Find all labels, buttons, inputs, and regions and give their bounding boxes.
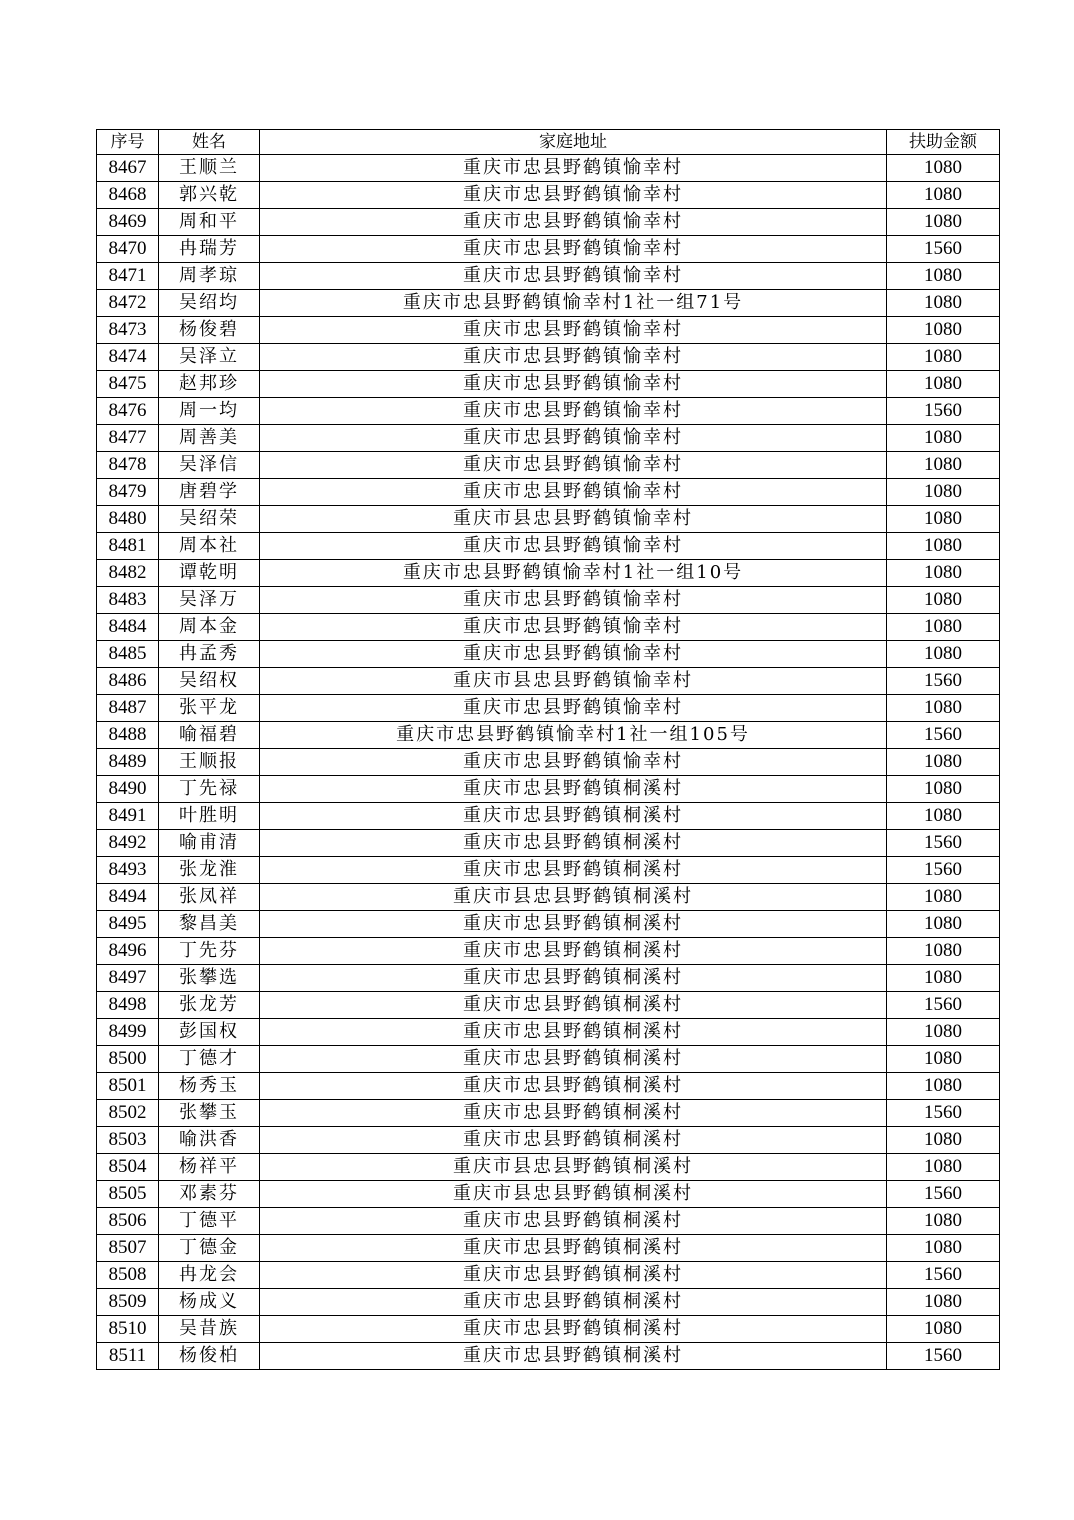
table-row (97, 857, 1000, 884)
cell-address: 重庆市忠县野鹤镇桐溪村 (260, 1262, 887, 1289)
cell-seq: 8500 (97, 1046, 159, 1073)
cell-amount: 1080 (887, 1154, 1000, 1181)
table-body (97, 155, 1000, 1370)
table-header-row (97, 130, 1000, 155)
cell-seq: 8475 (97, 371, 159, 398)
cell-address: 重庆市忠县野鹤镇愉幸村 (260, 533, 887, 560)
cell-amount: 1080 (887, 749, 1000, 776)
table-row (97, 911, 1000, 938)
table-row (97, 695, 1000, 722)
cell-seq: 8486 (97, 668, 159, 695)
cell-amount: 1080 (887, 371, 1000, 398)
cell-seq: 8506 (97, 1208, 159, 1235)
cell-address: 重庆市忠县野鹤镇愉幸村 (260, 317, 887, 344)
cell-amount: 1080 (887, 641, 1000, 668)
table-row (97, 1019, 1000, 1046)
cell-amount: 1080 (887, 182, 1000, 209)
cell-name: 吴绍均 (159, 290, 260, 317)
cell-name: 周和平 (159, 209, 260, 236)
cell-name: 张攀选 (159, 965, 260, 992)
cell-address: 重庆市忠县野鹤镇桐溪村 (260, 1289, 887, 1316)
cell-seq: 8470 (97, 236, 159, 263)
table-row (97, 290, 1000, 317)
cell-name: 叶胜明 (159, 803, 260, 830)
cell-seq: 8491 (97, 803, 159, 830)
cell-name: 丁德金 (159, 1235, 260, 1262)
cell-name: 吴泽万 (159, 587, 260, 614)
cell-seq: 8484 (97, 614, 159, 641)
cell-name: 郭兴乾 (159, 182, 260, 209)
table-row (97, 1262, 1000, 1289)
table-row (97, 398, 1000, 425)
cell-address: 重庆市县忠县野鹤镇桐溪村 (260, 1181, 887, 1208)
cell-name: 吴昔族 (159, 1316, 260, 1343)
table-row (97, 209, 1000, 236)
cell-name: 周善美 (159, 425, 260, 452)
cell-address: 重庆市忠县野鹤镇桐溪村 (260, 938, 887, 965)
cell-address: 重庆市忠县野鹤镇桐溪村 (260, 1073, 887, 1100)
cell-name: 杨俊柏 (159, 1343, 260, 1370)
cell-amount: 1080 (887, 452, 1000, 479)
cell-amount: 1080 (887, 1289, 1000, 1316)
cell-name: 张攀玉 (159, 1100, 260, 1127)
cell-address: 重庆市忠县野鹤镇桐溪村 (260, 1208, 887, 1235)
table-row (97, 1316, 1000, 1343)
cell-seq: 8474 (97, 344, 159, 371)
cell-seq: 8503 (97, 1127, 159, 1154)
cell-address: 重庆市忠县野鹤镇愉幸村 (260, 236, 887, 263)
cell-address: 重庆市县忠县野鹤镇愉幸村 (260, 506, 887, 533)
table-row (97, 803, 1000, 830)
cell-amount: 1080 (887, 1019, 1000, 1046)
cell-address: 重庆市忠县野鹤镇愉幸村 (260, 479, 887, 506)
cell-seq: 8510 (97, 1316, 159, 1343)
cell-seq: 8504 (97, 1154, 159, 1181)
cell-address: 重庆市忠县野鹤镇愉幸村 (260, 452, 887, 479)
cell-amount: 1080 (887, 1208, 1000, 1235)
cell-name: 杨俊碧 (159, 317, 260, 344)
cell-amount: 1080 (887, 695, 1000, 722)
cell-seq: 8502 (97, 1100, 159, 1127)
table-row (97, 776, 1000, 803)
cell-seq: 8477 (97, 425, 159, 452)
cell-amount: 1560 (887, 236, 1000, 263)
header-seq: 序号 (97, 130, 159, 155)
cell-name: 丁德平 (159, 1208, 260, 1235)
cell-name: 冉孟秀 (159, 641, 260, 668)
assistance-table (96, 129, 1000, 1370)
cell-name: 丁德才 (159, 1046, 260, 1073)
cell-name: 喻甫清 (159, 830, 260, 857)
cell-amount: 1560 (887, 992, 1000, 1019)
cell-name: 彭国权 (159, 1019, 260, 1046)
cell-amount: 1080 (887, 803, 1000, 830)
table-row (97, 884, 1000, 911)
cell-seq: 8507 (97, 1235, 159, 1262)
cell-address: 重庆市忠县野鹤镇桐溪村 (260, 911, 887, 938)
table-row (97, 641, 1000, 668)
cell-name: 王顺报 (159, 749, 260, 776)
cell-name: 吴绍荣 (159, 506, 260, 533)
table-row (97, 830, 1000, 857)
cell-name: 黎昌美 (159, 911, 260, 938)
cell-amount: 1080 (887, 884, 1000, 911)
cell-address: 重庆市忠县野鹤镇桐溪村 (260, 1046, 887, 1073)
cell-name: 吴绍权 (159, 668, 260, 695)
cell-name: 张龙芳 (159, 992, 260, 1019)
table-row (97, 749, 1000, 776)
cell-amount: 1080 (887, 425, 1000, 452)
cell-amount: 1080 (887, 938, 1000, 965)
cell-address: 重庆市忠县野鹤镇愉幸村 (260, 371, 887, 398)
table-row (97, 1343, 1000, 1370)
table-row (97, 1208, 1000, 1235)
cell-seq: 8482 (97, 560, 159, 587)
cell-seq: 8481 (97, 533, 159, 560)
cell-amount: 1560 (887, 398, 1000, 425)
table-row (97, 506, 1000, 533)
cell-address: 重庆市忠县野鹤镇桐溪村 (260, 965, 887, 992)
table-row (97, 1154, 1000, 1181)
cell-seq: 8489 (97, 749, 159, 776)
cell-seq: 8485 (97, 641, 159, 668)
table-row (97, 560, 1000, 587)
cell-amount: 1080 (887, 209, 1000, 236)
table-row (97, 1289, 1000, 1316)
cell-address: 重庆市忠县野鹤镇桐溪村 (260, 803, 887, 830)
cell-name: 丁先芬 (159, 938, 260, 965)
table-row (97, 155, 1000, 182)
table-row (97, 1235, 1000, 1262)
cell-name: 喻洪香 (159, 1127, 260, 1154)
cell-name: 周一均 (159, 398, 260, 425)
cell-name: 吴泽立 (159, 344, 260, 371)
cell-address: 重庆市忠县野鹤镇愉幸村 (260, 398, 887, 425)
table-row (97, 1046, 1000, 1073)
cell-address: 重庆市忠县野鹤镇愉幸村1社一组71号 (260, 290, 887, 317)
cell-address: 重庆市忠县野鹤镇桐溪村 (260, 1100, 887, 1127)
cell-seq: 8495 (97, 911, 159, 938)
cell-amount: 1080 (887, 965, 1000, 992)
cell-name: 张平龙 (159, 695, 260, 722)
cell-address: 重庆市忠县野鹤镇桐溪村 (260, 1019, 887, 1046)
cell-address: 重庆市忠县野鹤镇桐溪村 (260, 776, 887, 803)
cell-address: 重庆市忠县野鹤镇桐溪村 (260, 1235, 887, 1262)
table-row (97, 938, 1000, 965)
header-name: 姓名 (159, 130, 260, 155)
cell-amount: 1080 (887, 1073, 1000, 1100)
cell-address: 重庆市忠县野鹤镇愉幸村 (260, 263, 887, 290)
cell-address: 重庆市忠县野鹤镇愉幸村 (260, 614, 887, 641)
cell-address: 重庆市忠县野鹤镇愉幸村 (260, 587, 887, 614)
cell-seq: 8488 (97, 722, 159, 749)
cell-amount: 1080 (887, 587, 1000, 614)
cell-seq: 8480 (97, 506, 159, 533)
cell-seq: 8467 (97, 155, 159, 182)
cell-seq: 8508 (97, 1262, 159, 1289)
table-row (97, 479, 1000, 506)
cell-name: 杨秀玉 (159, 1073, 260, 1100)
cell-name: 冉龙会 (159, 1262, 260, 1289)
table-row (97, 992, 1000, 1019)
table-row (97, 965, 1000, 992)
cell-name: 邓素芬 (159, 1181, 260, 1208)
table-row (97, 614, 1000, 641)
cell-address: 重庆市忠县野鹤镇桐溪村 (260, 1343, 887, 1370)
cell-seq: 8501 (97, 1073, 159, 1100)
cell-seq: 8511 (97, 1343, 159, 1370)
cell-address: 重庆市忠县野鹤镇愉幸村1社一组10号 (260, 560, 887, 587)
table-row (97, 1127, 1000, 1154)
cell-seq: 8493 (97, 857, 159, 884)
cell-amount: 1080 (887, 263, 1000, 290)
table-row (97, 425, 1000, 452)
cell-address: 重庆市忠县野鹤镇桐溪村 (260, 1316, 887, 1343)
cell-address: 重庆市忠县野鹤镇愉幸村 (260, 641, 887, 668)
cell-seq: 8496 (97, 938, 159, 965)
cell-amount: 1080 (887, 1127, 1000, 1154)
cell-name: 张龙淮 (159, 857, 260, 884)
cell-name: 周孝琼 (159, 263, 260, 290)
cell-name: 吴泽信 (159, 452, 260, 479)
cell-address: 重庆市县忠县野鹤镇桐溪村 (260, 884, 887, 911)
cell-seq: 8499 (97, 1019, 159, 1046)
cell-amount: 1080 (887, 344, 1000, 371)
cell-seq: 8487 (97, 695, 159, 722)
cell-name: 周本社 (159, 533, 260, 560)
cell-address: 重庆市忠县野鹤镇愉幸村 (260, 425, 887, 452)
table-row (97, 533, 1000, 560)
cell-amount: 1560 (887, 857, 1000, 884)
cell-amount: 1080 (887, 1235, 1000, 1262)
cell-address: 重庆市忠县野鹤镇愉幸村 (260, 209, 887, 236)
cell-name: 唐碧学 (159, 479, 260, 506)
header-address: 家庭地址 (260, 130, 887, 155)
cell-amount: 1560 (887, 1343, 1000, 1370)
table-row (97, 371, 1000, 398)
cell-amount: 1560 (887, 1181, 1000, 1208)
cell-amount: 1560 (887, 722, 1000, 749)
cell-seq: 8469 (97, 209, 159, 236)
cell-name: 张凤祥 (159, 884, 260, 911)
cell-amount: 1080 (887, 911, 1000, 938)
cell-address: 重庆市忠县野鹤镇桐溪村 (260, 830, 887, 857)
cell-amount: 1080 (887, 560, 1000, 587)
cell-seq: 8478 (97, 452, 159, 479)
table-row (97, 722, 1000, 749)
table-row (97, 236, 1000, 263)
cell-name: 丁先禄 (159, 776, 260, 803)
table-row (97, 317, 1000, 344)
cell-address: 重庆市忠县野鹤镇愉幸村 (260, 344, 887, 371)
cell-name: 周本金 (159, 614, 260, 641)
cell-address: 重庆市忠县野鹤镇愉幸村1社一组105号 (260, 722, 887, 749)
cell-address: 重庆市忠县野鹤镇桐溪村 (260, 857, 887, 884)
cell-name: 王顺兰 (159, 155, 260, 182)
table-row (97, 344, 1000, 371)
cell-name: 赵邦珍 (159, 371, 260, 398)
cell-seq: 8468 (97, 182, 159, 209)
table-row (97, 668, 1000, 695)
cell-seq: 8476 (97, 398, 159, 425)
table-row (97, 587, 1000, 614)
cell-address: 重庆市县忠县野鹤镇桐溪村 (260, 1154, 887, 1181)
cell-amount: 1080 (887, 533, 1000, 560)
cell-amount: 1080 (887, 506, 1000, 533)
cell-address: 重庆市县忠县野鹤镇愉幸村 (260, 668, 887, 695)
cell-amount: 1080 (887, 614, 1000, 641)
cell-amount: 1080 (887, 479, 1000, 506)
cell-seq: 8490 (97, 776, 159, 803)
cell-name: 杨祥平 (159, 1154, 260, 1181)
table-row (97, 1181, 1000, 1208)
cell-amount: 1560 (887, 830, 1000, 857)
cell-address: 重庆市忠县野鹤镇愉幸村 (260, 695, 887, 722)
header-amount: 扶助金额 (887, 130, 1000, 155)
table-row (97, 1073, 1000, 1100)
cell-amount: 1080 (887, 290, 1000, 317)
table-row (97, 182, 1000, 209)
cell-name: 喻福碧 (159, 722, 260, 749)
cell-amount: 1080 (887, 317, 1000, 344)
cell-amount: 1560 (887, 1262, 1000, 1289)
cell-seq: 8479 (97, 479, 159, 506)
cell-amount: 1080 (887, 776, 1000, 803)
cell-amount: 1080 (887, 1316, 1000, 1343)
cell-seq: 8472 (97, 290, 159, 317)
cell-address: 重庆市忠县野鹤镇愉幸村 (260, 749, 887, 776)
cell-seq: 8494 (97, 884, 159, 911)
cell-amount: 1560 (887, 668, 1000, 695)
cell-name: 冉瑞芳 (159, 236, 260, 263)
cell-name: 谭乾明 (159, 560, 260, 587)
cell-seq: 8505 (97, 1181, 159, 1208)
cell-seq: 8492 (97, 830, 159, 857)
cell-seq: 8471 (97, 263, 159, 290)
cell-seq: 8498 (97, 992, 159, 1019)
cell-seq: 8509 (97, 1289, 159, 1316)
cell-address: 重庆市忠县野鹤镇桐溪村 (260, 992, 887, 1019)
cell-amount: 1080 (887, 155, 1000, 182)
cell-seq: 8473 (97, 317, 159, 344)
cell-address: 重庆市忠县野鹤镇愉幸村 (260, 182, 887, 209)
cell-name: 杨成义 (159, 1289, 260, 1316)
cell-address: 重庆市忠县野鹤镇桐溪村 (260, 1127, 887, 1154)
cell-amount: 1080 (887, 1046, 1000, 1073)
cell-seq: 8497 (97, 965, 159, 992)
table-row (97, 452, 1000, 479)
table-row (97, 1100, 1000, 1127)
cell-amount: 1560 (887, 1100, 1000, 1127)
cell-address: 重庆市忠县野鹤镇愉幸村 (260, 155, 887, 182)
cell-seq: 8483 (97, 587, 159, 614)
table-row (97, 263, 1000, 290)
